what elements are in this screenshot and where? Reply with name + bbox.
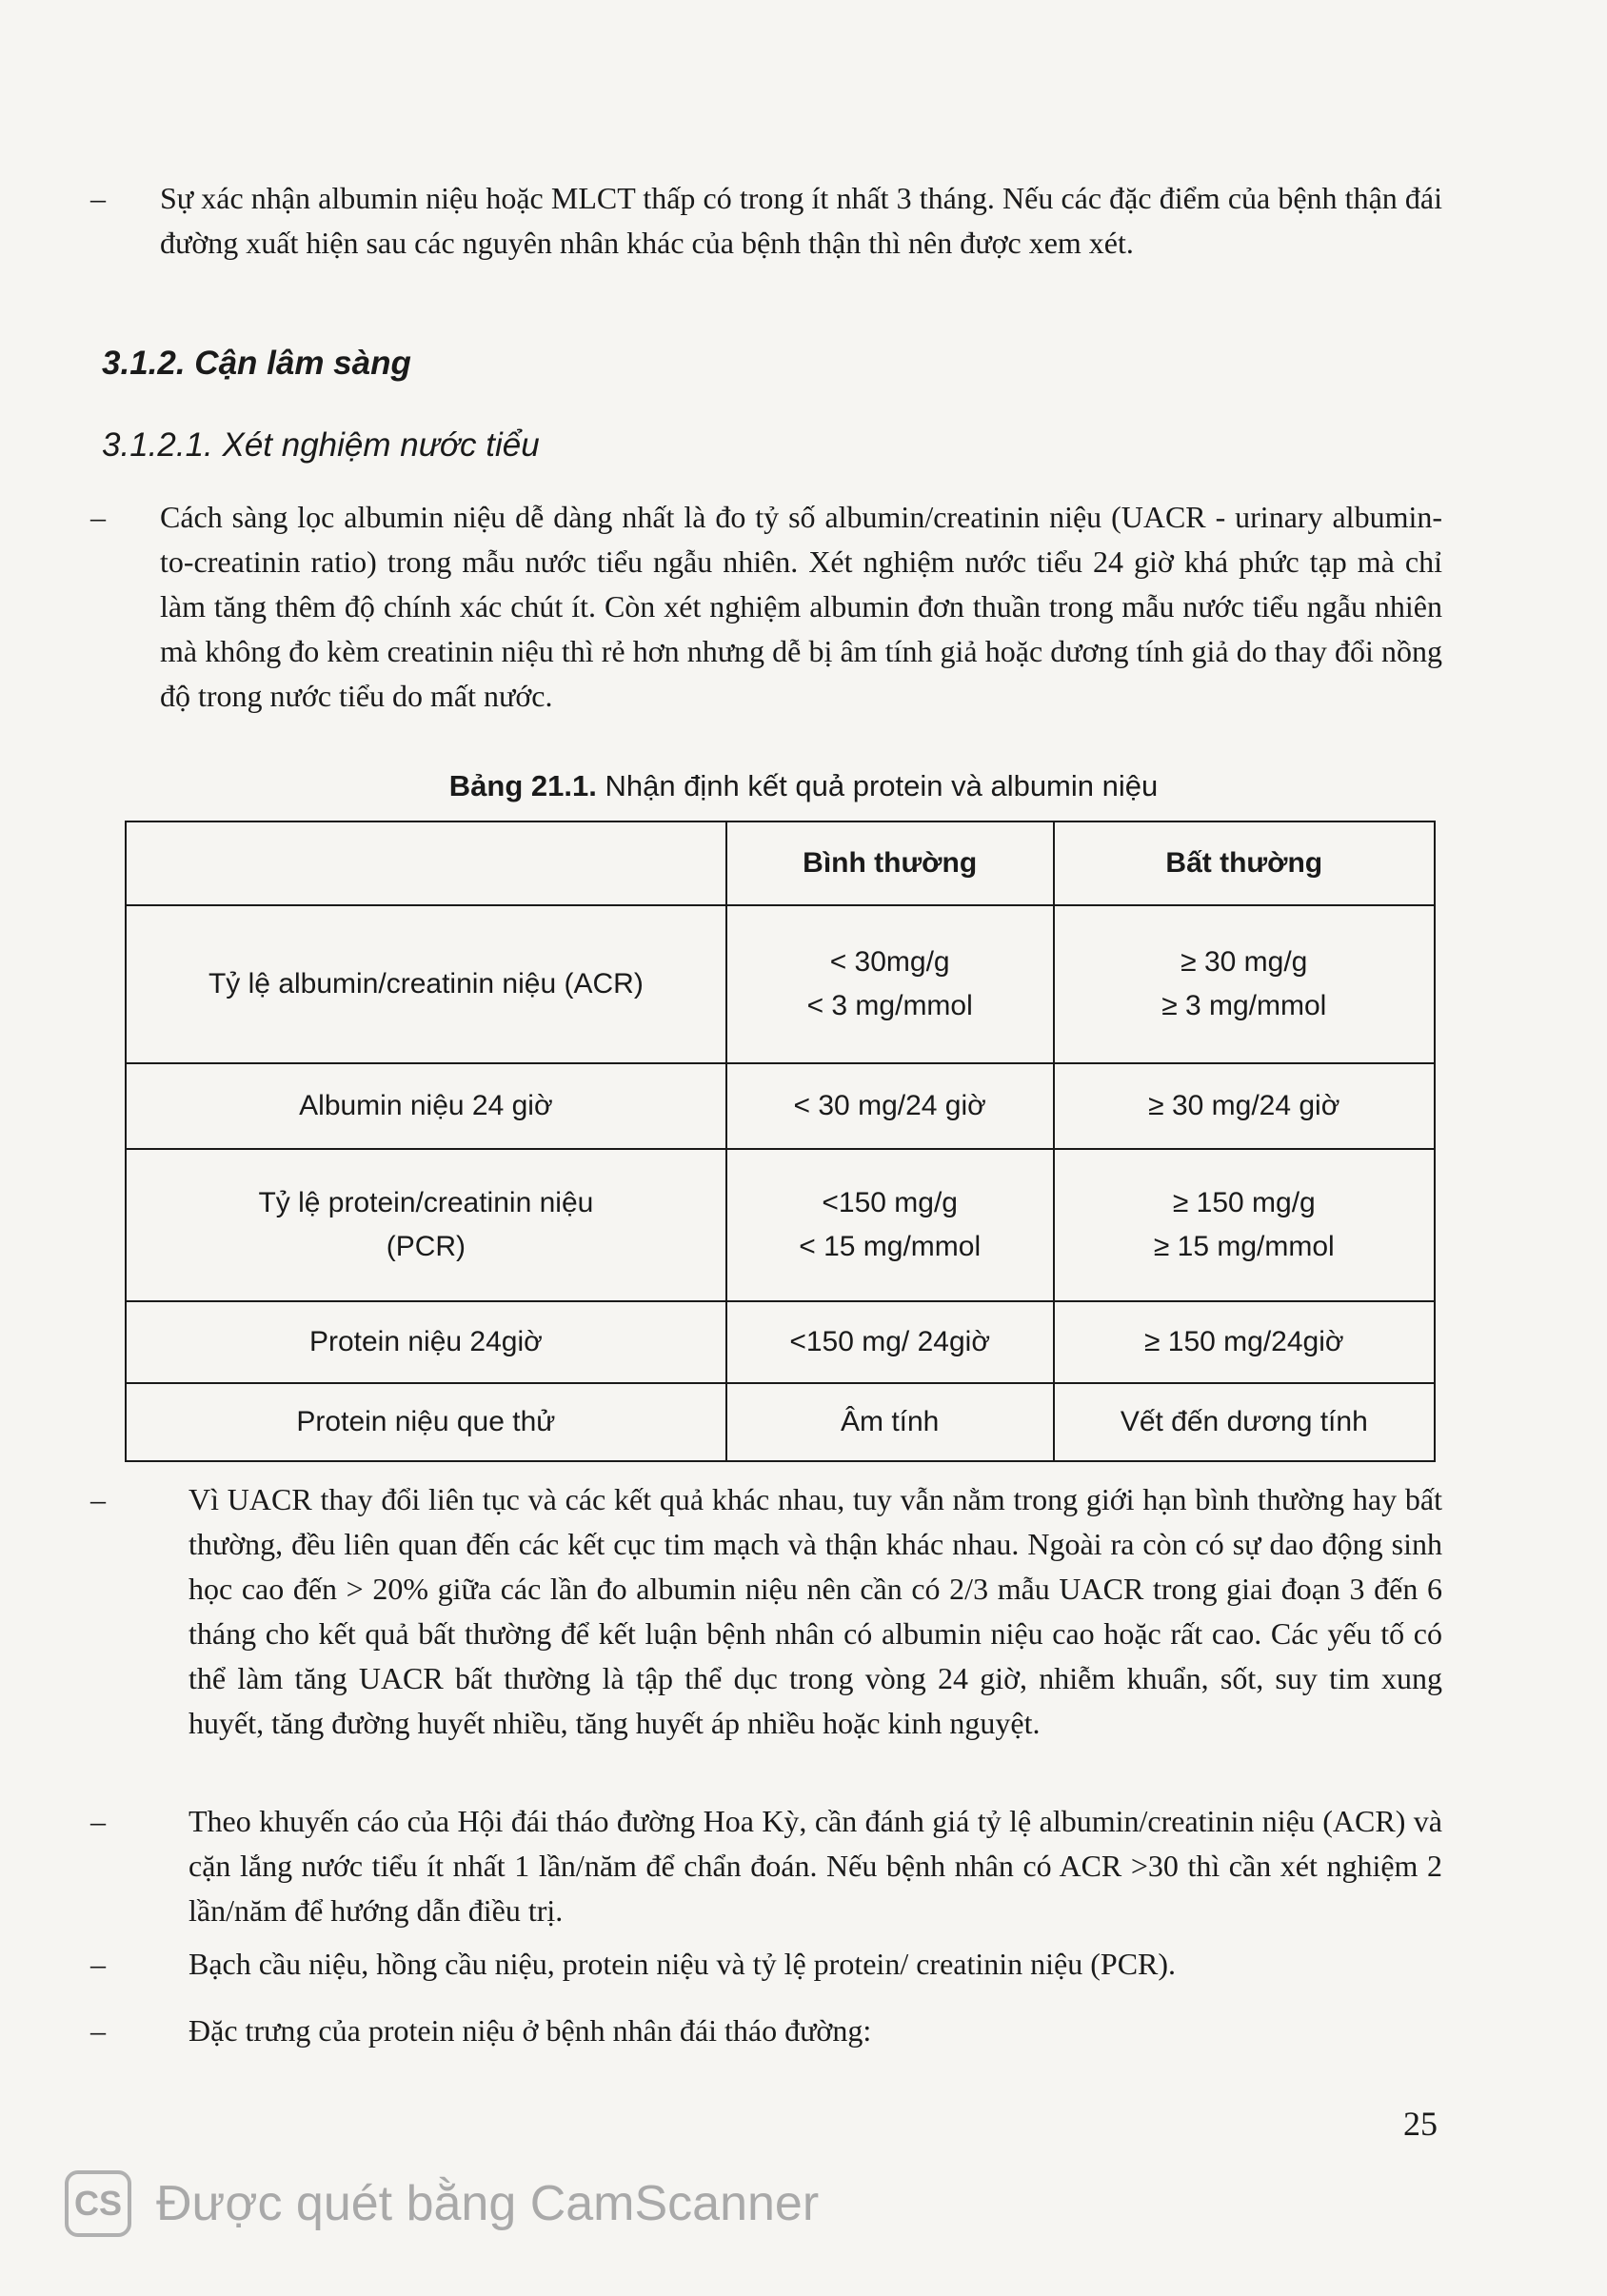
bullet-dash: – (90, 1947, 106, 1981)
table-caption (0, 769, 1607, 803)
row-normal-albumin-24h: < 30 mg/24 giờ (726, 1063, 1054, 1149)
bullet-dash: – (90, 181, 106, 215)
bullet-dash: – (90, 1482, 106, 1516)
bullet-dash: – (90, 2013, 106, 2048)
watermark-text: Được quét bằng CamScanner (156, 2176, 820, 2231)
bullet-paragraph-1 (90, 176, 1442, 266)
row-label-albumin-24h: Albumin niệu 24 giờ (126, 1063, 726, 1149)
paragraph-text: Đặc trưng của protein niệu ở bệnh nhân đái tháo đường: (188, 2013, 872, 2048)
row-label-dipstick: Protein niệu que thử (126, 1383, 726, 1461)
bullet-paragraph-4 (90, 1799, 1442, 1933)
row-label-pcr: Tỷ lệ protein/creatinin niệu (PCR) (126, 1149, 726, 1301)
paragraph-text: Cách sàng lọc albumin niệu dễ dàng nhất là đo tỷ số albumin/creatinin niệu (UACR - urinary albumin-to-creatinin ratio) trong mẫu nước tiểu ngẫu nhiên. Xét nghiệm nước tiểu 24 giờ khá phức tạp mà chỉ làm tăng thêm độ chính xác chút ít. Còn xét nghiệm albumin đơn thuần trong mẫu nước tiểu ngẫu nhiên mà không đo kèm creatinin niệu thì rẻ hơn nhưng dễ bị âm tính giả hoặc dương tính giả do thay đổi nồng độ trong nước tiểu do mất nước. (160, 500, 1442, 713)
row-label-acr: Tỷ lệ albumin/creatinin niệu (ACR) (126, 905, 726, 1063)
row-abnormal-albumin-24h: ≥ 30 mg/24 giờ (1054, 1063, 1435, 1149)
row-abnormal-pcr: ≥ 150 mg/g ≥ 15 mg/mmol (1054, 1149, 1435, 1301)
table-row (126, 1063, 1435, 1149)
row-normal-dipstick: Âm tính (726, 1383, 1054, 1461)
header-cell-abnormal: Bất thường (1054, 821, 1435, 905)
table-caption-text: Nhận định kết quả protein và albumin niệu (605, 769, 1159, 802)
row-abnormal-protein-24h: ≥ 150 mg/24giờ (1054, 1301, 1435, 1383)
paragraph-text: Bạch cầu niệu, hồng cầu niệu, protein niệu và tỷ lệ protein/ creatinin niệu (PCR). (188, 1947, 1177, 1981)
paragraph-text: Sự xác nhận albumin niệu hoặc MLCT thấp có trong ít nhất 3 tháng. Nếu các đặc điểm của bệnh thận đái đường xuất hiện sau các nguyên nhân khác của bệnh thận thì nên được xem xét. (160, 181, 1442, 260)
table-row (126, 1149, 1435, 1301)
row-label-protein-24h: Protein niệu 24giờ (126, 1301, 726, 1383)
bullet-dash: – (90, 1804, 106, 1838)
bullet-paragraph-3 (90, 1477, 1442, 1746)
subsection-heading: 3.1.2.1. Xét nghiệm nước tiểu (102, 426, 540, 464)
table-row (126, 905, 1435, 1063)
bullet-paragraph-5 (90, 1942, 1423, 1987)
camscanner-logo-icon: CS (65, 2170, 131, 2237)
table-caption-label: Bảng 21.1. (448, 769, 597, 802)
bullet-paragraph-2 (90, 495, 1442, 719)
header-cell-normal: Bình thường (726, 821, 1054, 905)
camscanner-watermark (65, 2170, 819, 2237)
results-table (125, 821, 1436, 1462)
row-normal-pcr: <150 mg/g < 15 mg/mmol (726, 1149, 1054, 1301)
bullet-dash: – (90, 500, 106, 534)
header-cell-empty (126, 821, 726, 905)
row-normal-protein-24h: <150 mg/ 24giờ (726, 1301, 1054, 1383)
page-number: 25 (1403, 2105, 1438, 2143)
paragraph-text: Theo khuyến cáo của Hội đái tháo đường Hoa Kỳ, cần đánh giá tỷ lệ albumin/creatinin niệu (ACR) và cặn lắng nước tiểu ít nhất 1 lần/năm để chẩn đoán. Nếu bệnh nhân có ACR >30 thì cần xét nghiệm 2 lần/năm để hướng dẫn điều trị. (188, 1804, 1442, 1928)
row-abnormal-dipstick: Vết đến dương tính (1054, 1383, 1435, 1461)
table-header-row (126, 821, 1435, 905)
table-row (126, 1301, 1435, 1383)
paragraph-text: Vì UACR thay đổi liên tục và các kết quả khác nhau, tuy vẫn nằm trong giới hạn bình thường hay bất thường, đều liên quan đến các kết cục tim mạch và thận khác nhau. Ngoài ra còn có sự dao động sinh học cao đến > 20% giữa các lần đo albumin niệu nên cần có 2/3 mẫu UACR trong giai đoạn 3 đến 6 tháng cho kết quả bất thường để kết luận bệnh nhân có albumin niệu cao hoặc rất cao. Các yếu tố có thể làm tăng UACR bất thường là tập thể dục trong vòng 24 giờ, nhiễm khuẩn, sốt, suy tim xung huyết, tăng đường huyết nhiều, tăng huyết áp nhiều hoặc kinh nguyệt. (188, 1482, 1442, 1740)
section-heading: 3.1.2. Cận lâm sàng (102, 345, 411, 382)
bullet-paragraph-6 (90, 2009, 1042, 2053)
row-abnormal-acr: ≥ 30 mg/g ≥ 3 mg/mmol (1054, 905, 1435, 1063)
table-row (126, 1383, 1435, 1461)
row-normal-acr: < 30mg/g < 3 mg/mmol (726, 905, 1054, 1063)
